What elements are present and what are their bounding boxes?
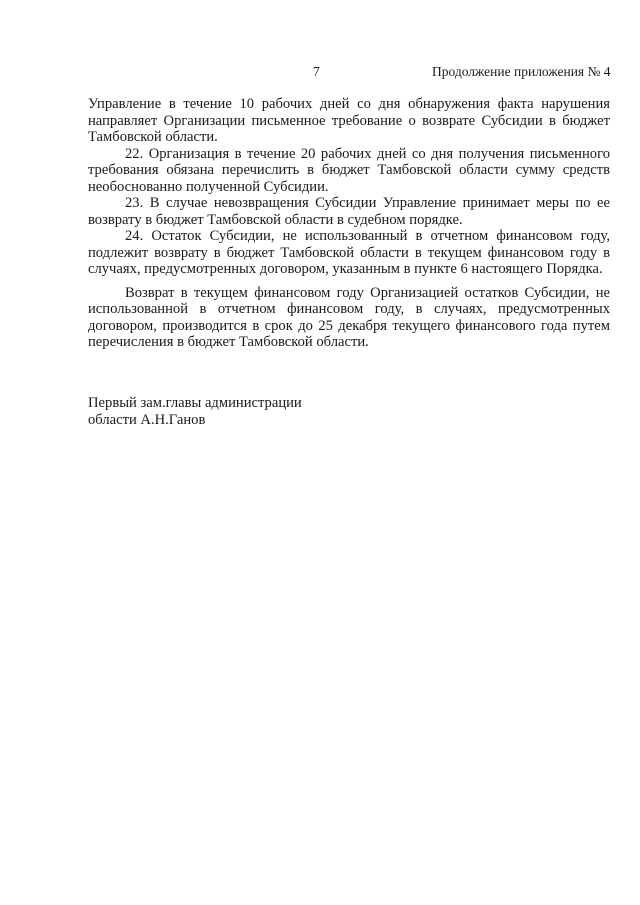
paragraph-24: 24. Остаток Субсидии, не использованный в отчетном финансовом году, подлежит возврату в бюджет Тамбовской области в текущем финансовом году в случаях, предусмотренных договором, указанным в пункте 6 настоящего Порядка.: [88, 228, 610, 277]
paragraph-return-deadline: Возврат в текущем финансовом году Организацией остатков Субсидии, не использованной в отчетном финансовом году, в случаях, предусмотренных договором, производится в срок до 25 декабря текущего финансового года путем перечисления в бюджет Тамбовской области.: [88, 284, 610, 350]
paragraph-22: 22. Организация в течение 20 рабочих дней со дня получения письменного требования обязана перечислить в бюджет Тамбовской области сумму средств необоснованно полученной Субсидии.: [88, 145, 610, 195]
paragraph-violation-notice: Управление в течение 10 рабочих дней со дня обнаружения факта нарушения направляет Организации письменное требование о возврате Субсидии в бюджет Тамбовской области.: [88, 96, 610, 145]
page-number: 7: [313, 64, 320, 79]
signatory-name: области А.Н.Ганов: [88, 412, 206, 428]
signatory-title: Первый зам.главы администрации: [88, 395, 302, 411]
document-body: [88, 96, 610, 351]
paragraph-23: 23. В случае невозвращения Субсидии Управление принимает меры по ее возврату в бюджет Тамбовской области в судебном порядке.: [88, 195, 610, 228]
appendix-continuation-note: Продолжение приложения № 4: [432, 64, 611, 79]
signature-block: [88, 395, 302, 429]
